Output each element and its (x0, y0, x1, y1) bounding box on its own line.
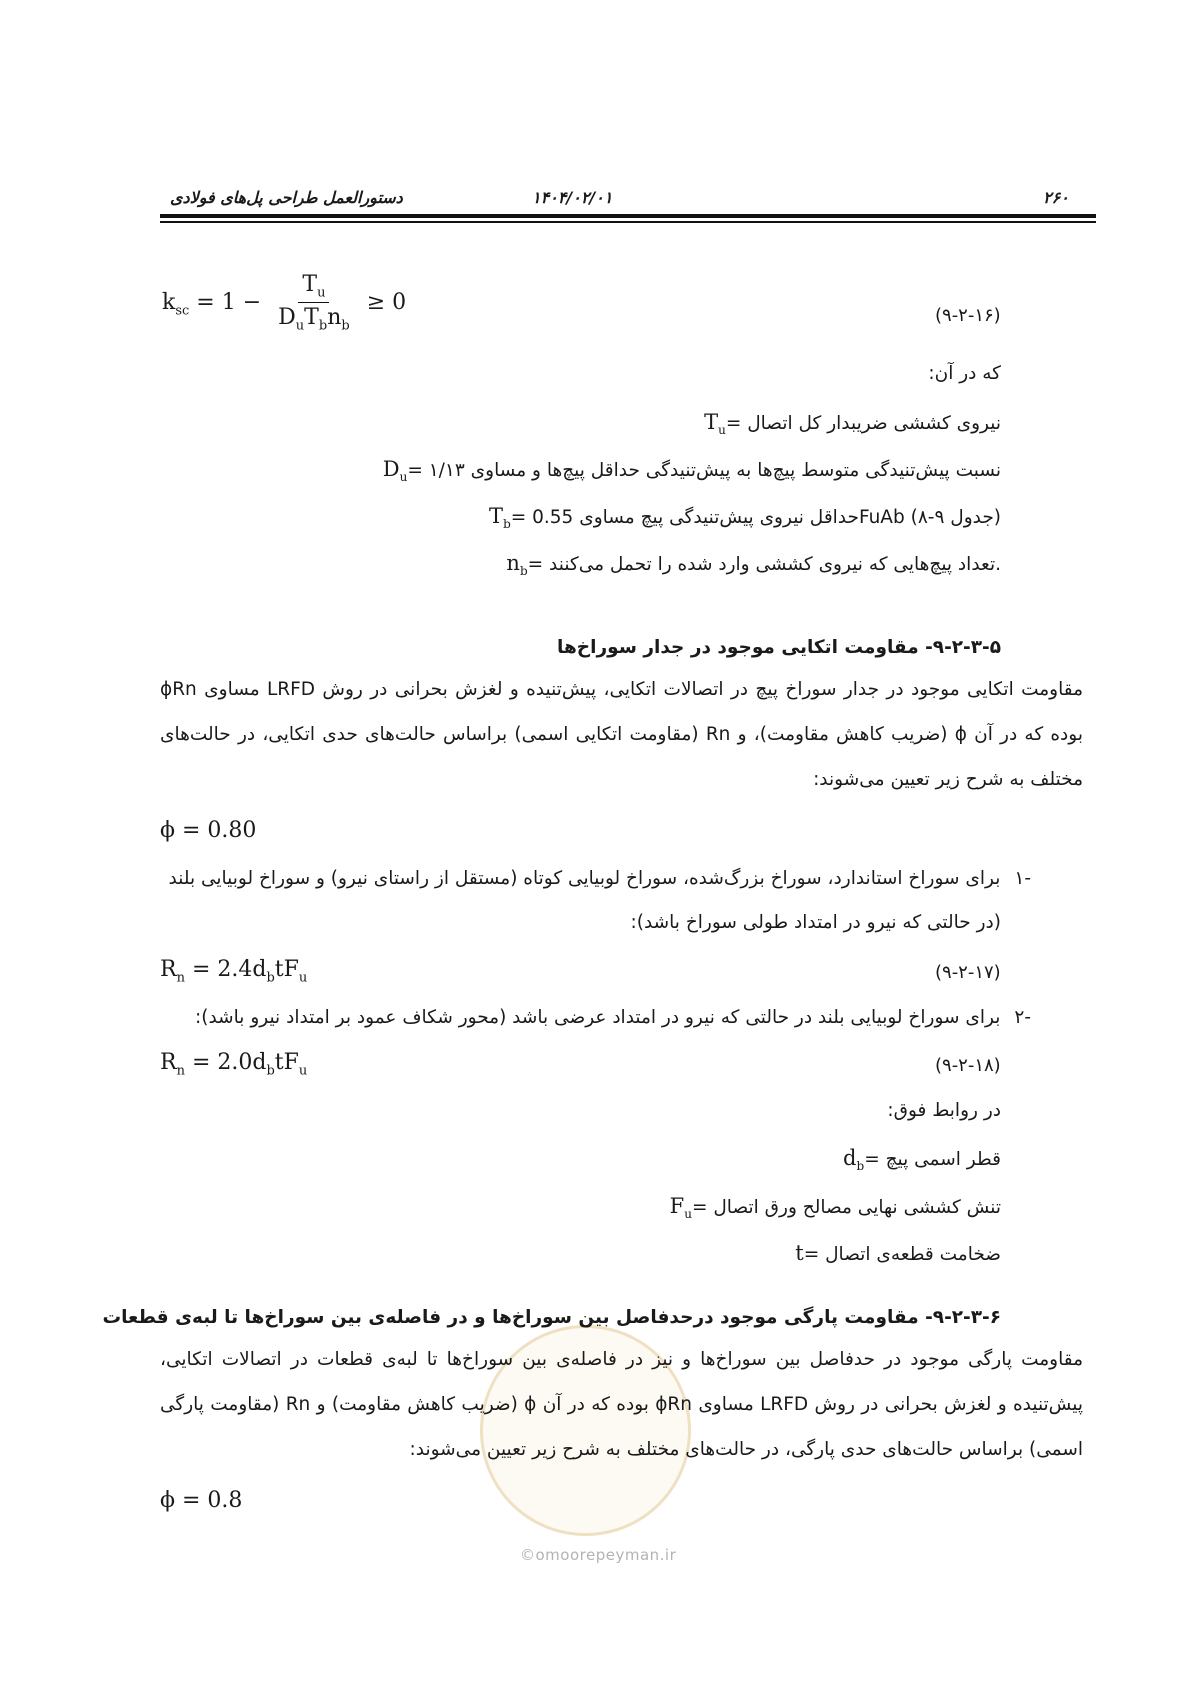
def-tb-symbol: $T_b$ (489, 504, 511, 532)
def-tu (704, 410, 1001, 437)
item-2-number: -۲ (1014, 1007, 1031, 1028)
eq16-pre: = 1 − (196, 289, 262, 315)
def-tu-text: = نیروی کششی ضریبدار کل اتصال (725, 413, 1001, 434)
section-6-heading: ۹-۲-۳-۶- مقاومت پارگی موجود درحدفاصل بین سوراخ‌ها و در فاصله‌ی بین سوراخ‌ها تا لبه‌ی قطعات (102, 1307, 1001, 1328)
item-1-number: -۱ (1014, 868, 1031, 889)
equation-18: $R_n = 2.0d_btF_u$ (160, 1050, 308, 1079)
def-nb-symbol: $n_b$ (506, 551, 528, 579)
def-t-text: = ضخامت قطعه‌ی اتصال (803, 1244, 1001, 1265)
item-1 (169, 868, 1031, 889)
equation-17-number: (۹-۲-۱۷) (935, 962, 1001, 983)
def-db-symbol: $d_b$ (843, 1146, 865, 1174)
def-tu-symbol: $T_u$ (704, 410, 726, 438)
section-5-heading: ۹-۲-۳-۵- مقاومت اتکایی موجود در جدار سوراخ‌ها (557, 637, 1001, 658)
section-6-paragraph: مقاومت پارگی موجود در حدفاصل بین سوراخ‌ها و نیز در فاصله‌ی بین سوراخ‌ها تا لبه‌ی قطعات در اتصالات اتکایی، پیش‌تنیده و لغزش بحرانی در روش LRFD مساوی ϕRn بوده که در آن ϕ (ضریب کاهش مقاومت) و Rn (مقاومت پارگی اسمی) براساس حالت‌های حدی پارگی، در حالت‌های مختلف به شرح زیر تعیین می‌شوند: (160, 1349, 1083, 1460)
def-t-symbol: t (795, 1241, 804, 1265)
item-1-line2: (در حالتی که نیرو در امتداد طولی سوراخ باشد): (630, 912, 1001, 933)
where-intro: که در آن: (928, 363, 1001, 384)
watermark-site: ©omoorepeyman.ir (520, 1546, 677, 1564)
def-fu-symbol: $F_u$ (669, 1194, 692, 1222)
def-nb (506, 551, 1001, 578)
def-nb-text: = تعداد پیچ‌هایی که نیروی کششی وارد شده را تحمل می‌کنند. (527, 554, 1001, 575)
equation-16-number: (۹-۲-۱۶) (935, 305, 1001, 326)
section-5-paragraph: مقاومت اتکایی موجود در جدار سوراخ پیچ در اتصالات اتکایی، پیش‌تنیده و لغزش بحرانی در روش LRFD مساوی ϕRn بوده که در آن ϕ (ضریب کاهش مقاومت)، و Rn (مقاومت اتکایی اسمی) براساس حالت‌های حدی اتکایی، در حالت‌های مختلف به شرح زیر تعیین می‌شوند: (160, 679, 1083, 790)
item-1-line1: برای سوراخ استاندارد، سوراخ بزرگ‌شده، سوراخ لوبیایی کوتاه (مستقل از راستای نیرو) و سوراخ لوبیایی بلند (168, 868, 1001, 889)
where-intro-2: در روابط فوق: (887, 1100, 1001, 1121)
eq16-numerator: $T_u$ (298, 272, 329, 303)
def-fu (670, 1194, 1001, 1221)
equation-17: $R_n = 2.4d_btF_u$ (160, 957, 308, 986)
def-t (795, 1241, 1001, 1265)
def-db (843, 1146, 1001, 1173)
eq16-fraction (274, 272, 354, 334)
phi-08: ϕ = 0.8 (160, 1488, 243, 1513)
def-du (383, 457, 1001, 484)
header-rule-thick (160, 214, 1096, 218)
header-rule-thin (160, 221, 1096, 223)
def-tb (489, 504, 1001, 531)
header-title: دستورالعمل طراحی پل‌های فولادی (170, 188, 403, 207)
eq16-post: ≥ 0 (366, 289, 407, 315)
def-tb-text: = حداقل نیروی پیش‌تنیدگی پیچ مساوی 0.55FuAb (جدول ۹-۸) (510, 507, 1001, 528)
eq16-lhs: $k_{sc}$ (162, 289, 190, 319)
phi-080: ϕ = 0.80 (160, 818, 257, 843)
equation-16 (162, 272, 406, 334)
item-2-line: برای سوراخ لوبیایی بلند در حالتی که نیرو در امتداد عرضی باشد (محور شکاف عمود بر امتداد نیرو باشد): (195, 1007, 1001, 1028)
def-fu-text: = تنش کششی نهایی مصالح ورق اتصال (691, 1197, 1001, 1218)
header-date: ۱۴۰۴/۰۲/۰۱ (532, 188, 613, 207)
def-du-text: = نسبت پیش‌تنیدگی متوسط پیچ‌ها به پیش‌تنیدگی حداقل پیچ‌ها و مساوی ۱/۱۳ (407, 460, 1001, 481)
def-db-text: = قطر اسمی پیچ (864, 1149, 1001, 1170)
equation-18-number: (۹-۲-۱۸) (935, 1055, 1001, 1076)
eq16-denominator: $D_uT_bn_b$ (278, 305, 350, 334)
item-2 (195, 1007, 1031, 1028)
page-number: ۲۶۰ (1043, 188, 1069, 207)
def-du-symbol: $D_u$ (382, 457, 408, 485)
